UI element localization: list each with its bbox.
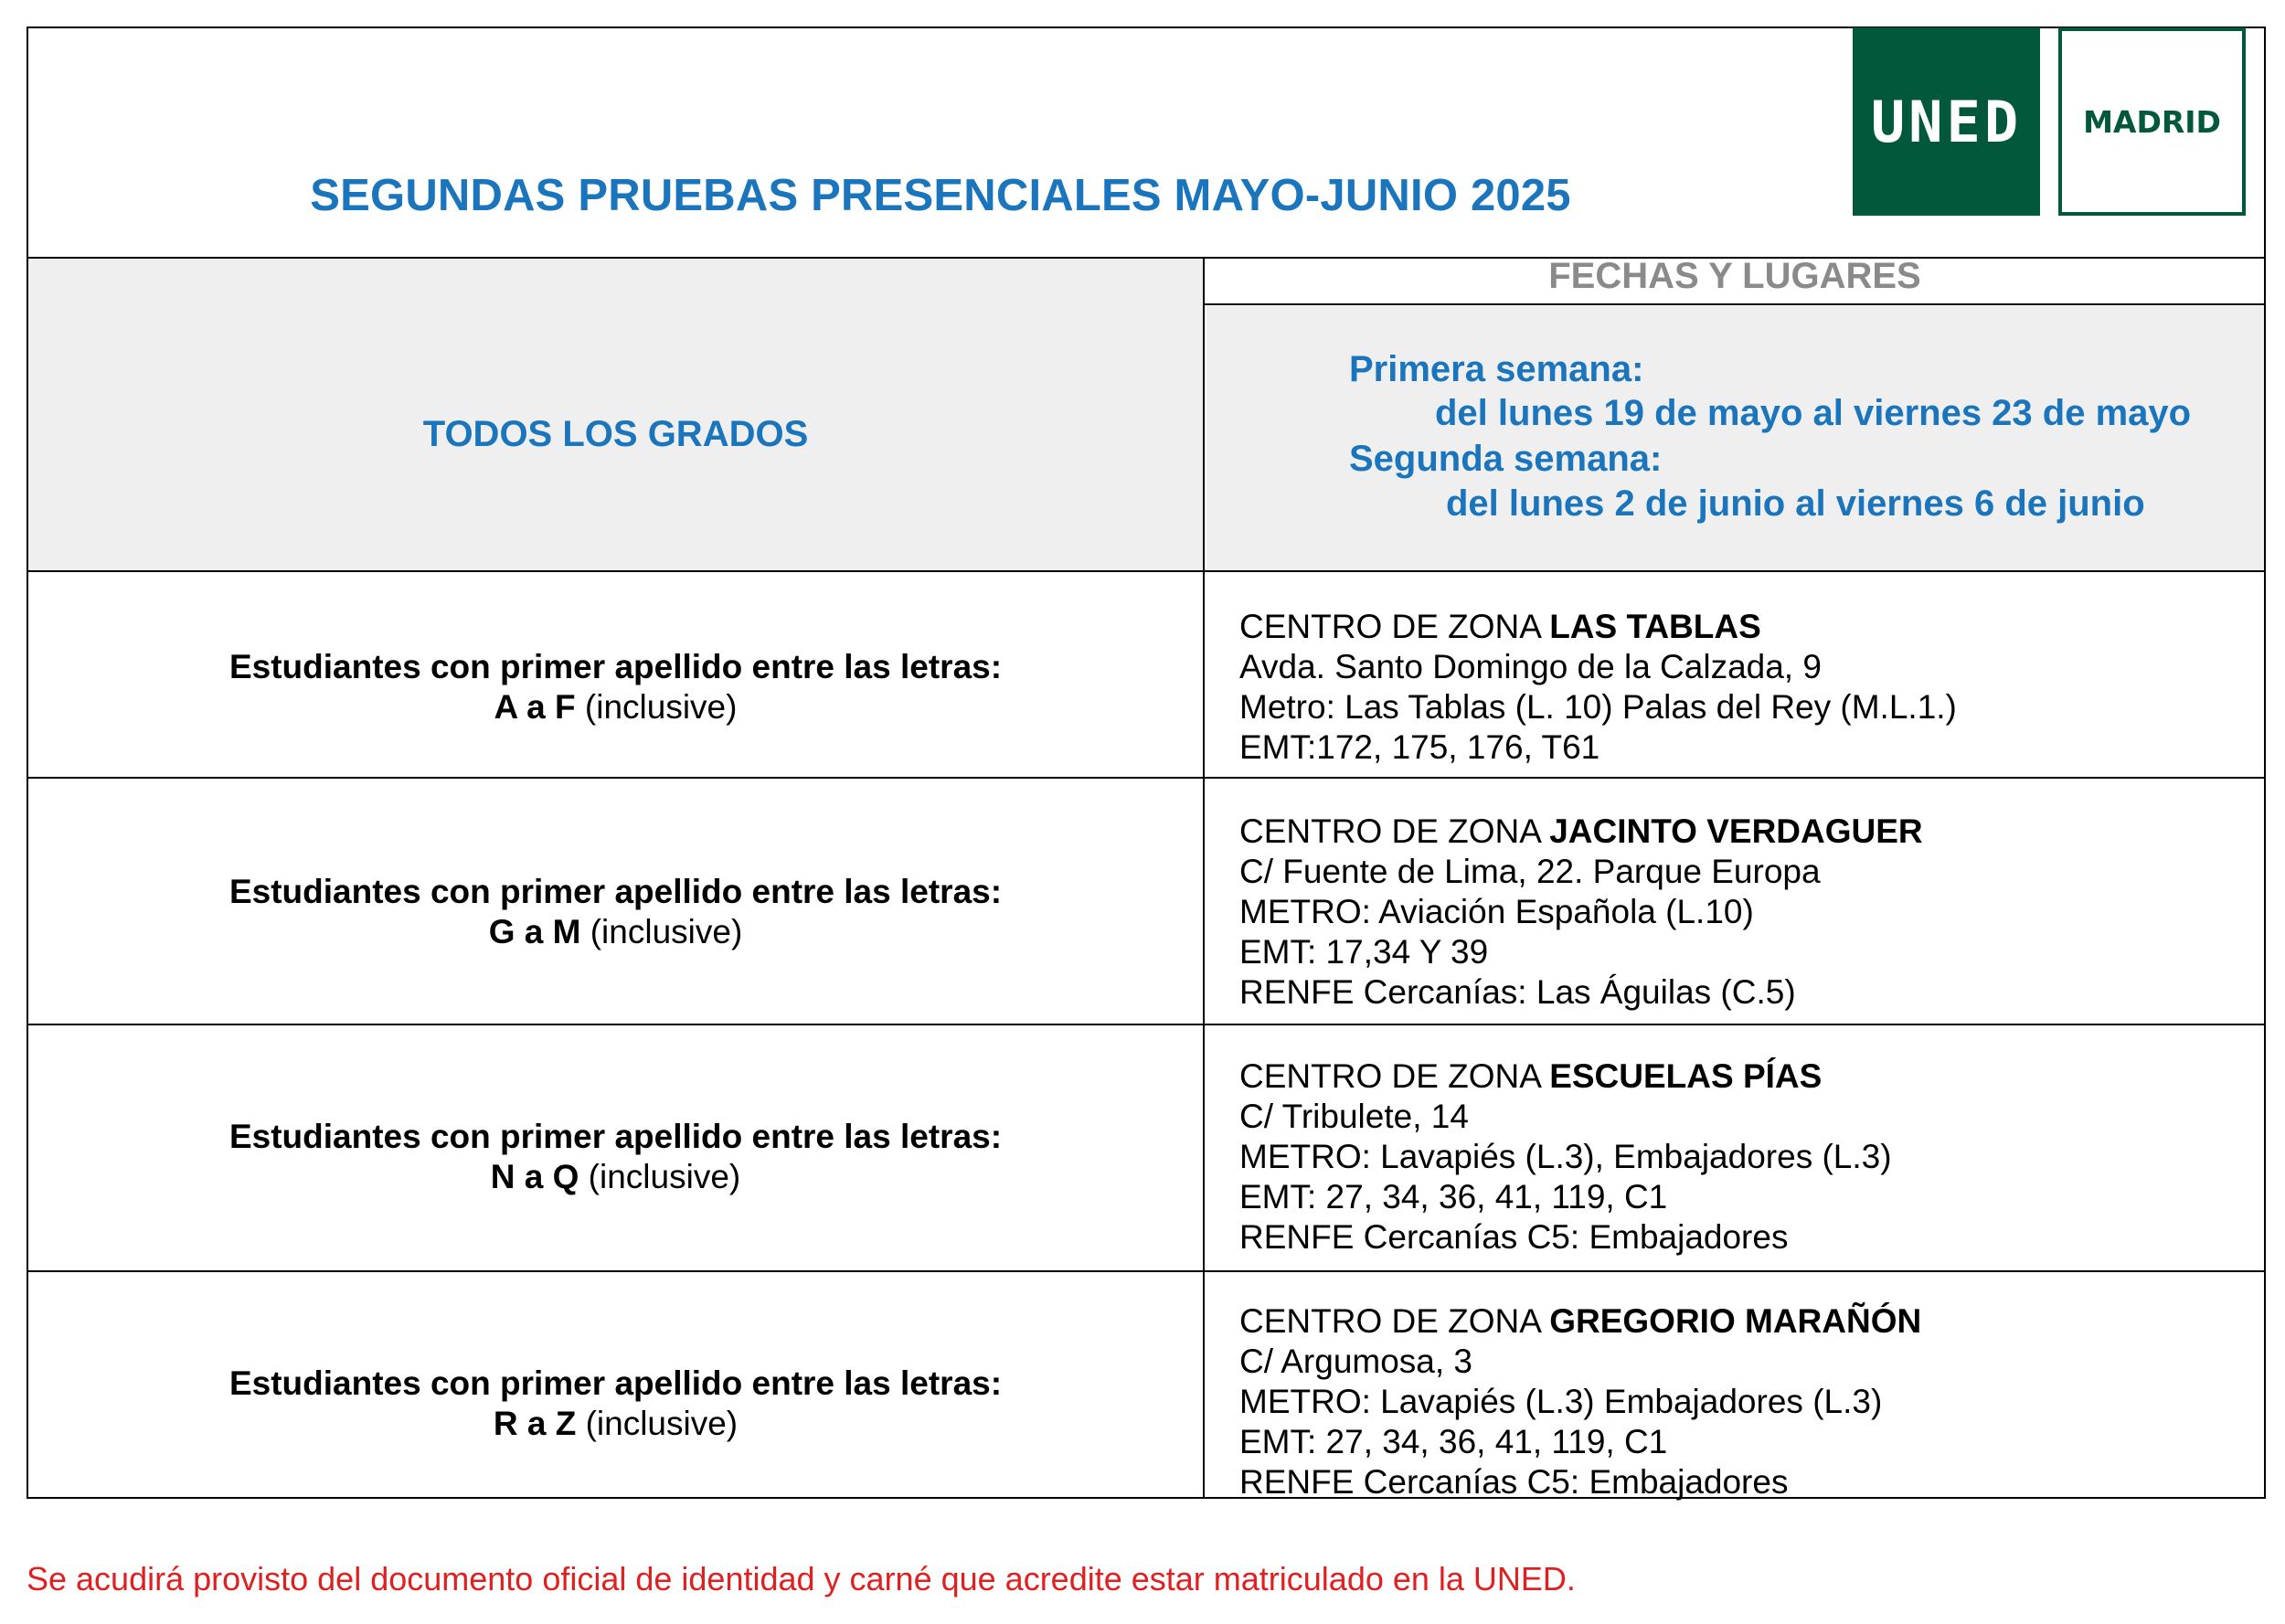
address-line: C/ Tribulete, 14	[1239, 1098, 1469, 1135]
emt-line: EMT: 17,34 Y 39	[1239, 933, 1489, 971]
renfe-line: RENFE Cercanías C5: Embajadores	[1239, 1218, 1789, 1256]
centro-prefix: CENTRO DE ZONA	[1239, 1057, 1550, 1095]
row-r-z-students	[27, 1364, 1205, 1444]
madrid-logo	[2058, 27, 2246, 216]
range-letters: N a Q	[490, 1158, 579, 1195]
row-a-f-students	[27, 647, 1205, 727]
address-line: C/ Argumosa, 3	[1239, 1343, 1473, 1380]
centro-prefix: CENTRO DE ZONA	[1239, 812, 1550, 850]
range-letters: A a F	[494, 688, 576, 726]
centro-heading	[1239, 607, 1957, 647]
address-line: C/ Fuente de Lima, 22. Parque Europa	[1239, 853, 1821, 890]
row-a-f-location	[1239, 607, 1957, 768]
range-suffix: (inclusive)	[575, 688, 738, 726]
uned-logo	[1853, 27, 2040, 216]
madrid-logo-text: MADRID	[2083, 103, 2221, 140]
emt-line: EMT:172, 175, 176, T61	[1239, 728, 1600, 766]
students-prefix: Estudiantes con primer apellido entre las letras:	[228, 648, 1003, 685]
range-suffix: (inclusive)	[580, 913, 743, 950]
row-g-m-students	[27, 872, 1205, 952]
week2-label: Segunda semana:	[1349, 439, 1663, 479]
week1-label: Primera semana:	[1349, 349, 1644, 389]
letter-range	[27, 1404, 1205, 1444]
students-prefix: Estudiantes con primer apellido entre las letras:	[228, 1118, 1003, 1155]
range-letters: R a Z	[493, 1405, 577, 1442]
footer-note: Se acudirá provisto del documento oficial de identidad y carné que acredite estar matriculado en la UNED.	[27, 1560, 1576, 1597]
week1-dates: del lunes 19 de mayo al viernes 23 de mayo	[1435, 393, 2192, 433]
page-title: SEGUNDAS PRUEBAS PRESENCIALES MAYO-JUNIO 2025	[310, 171, 1571, 220]
emt-line: EMT: 27, 34, 36, 41, 119, C1	[1239, 1178, 1668, 1215]
emt-line: EMT: 27, 34, 36, 41, 119, C1	[1239, 1423, 1668, 1460]
row-n-q-location	[1239, 1056, 1892, 1258]
fechas-lugares-heading: FECHAS Y LUGARES	[1548, 256, 1921, 296]
metro-line: METRO: Lavapiés (L.3), Embajadores (L.3)	[1239, 1138, 1892, 1175]
divider	[27, 1270, 2266, 1272]
centro-name: GREGORIO MARAÑÓN	[1549, 1302, 1922, 1340]
letter-range	[27, 1157, 1205, 1197]
renfe-line: RENFE Cercanías: Las Águilas (C.5)	[1239, 973, 1796, 1011]
centro-heading	[1239, 812, 1923, 852]
centro-name: ESCUELAS PÍAS	[1549, 1057, 1823, 1095]
row-n-q-students	[27, 1117, 1205, 1197]
centro-name: LAS TABLAS	[1549, 608, 1761, 645]
row-g-m-location	[1239, 812, 1923, 1013]
todos-los-grados-heading: TODOS LOS GRADOS	[422, 414, 809, 454]
students-prefix: Estudiantes con primer apellido entre las letras:	[228, 873, 1003, 910]
address-line: Avda. Santo Domingo de la Calzada, 9	[1239, 648, 1822, 685]
letter-range	[27, 687, 1205, 727]
metro-line: Metro: Las Tablas (L. 10) Palas del Rey (M.L.1.)	[1239, 688, 1957, 726]
students-prefix: Estudiantes con primer apellido entre las letras:	[228, 1364, 1003, 1402]
range-suffix: (inclusive)	[576, 1405, 739, 1442]
centro-name: JACINTO VERDAGUER	[1549, 812, 1923, 850]
row-r-z-location	[1239, 1301, 1921, 1502]
centro-prefix: CENTRO DE ZONA	[1239, 608, 1550, 645]
divider	[1205, 303, 2266, 305]
centro-heading	[1239, 1301, 1921, 1342]
uned-logo-text: UNED	[1870, 88, 2023, 155]
divider	[27, 1024, 2266, 1025]
range-letters: G a M	[488, 913, 581, 950]
week2-dates: del lunes 2 de junio al viernes 6 de junio	[1446, 483, 2145, 524]
renfe-line: RENFE Cercanías C5: Embajadores	[1239, 1463, 1789, 1501]
metro-line: METRO: Aviación Española (L.10)	[1239, 893, 1754, 930]
divider	[27, 777, 2266, 779]
centro-heading	[1239, 1056, 1892, 1097]
metro-line: METRO: Lavapiés (L.3) Embajadores (L.3)	[1239, 1383, 1883, 1420]
letter-range	[27, 912, 1205, 952]
range-suffix: (inclusive)	[579, 1158, 741, 1195]
divider	[27, 570, 2266, 572]
centro-prefix: CENTRO DE ZONA	[1239, 1302, 1550, 1340]
